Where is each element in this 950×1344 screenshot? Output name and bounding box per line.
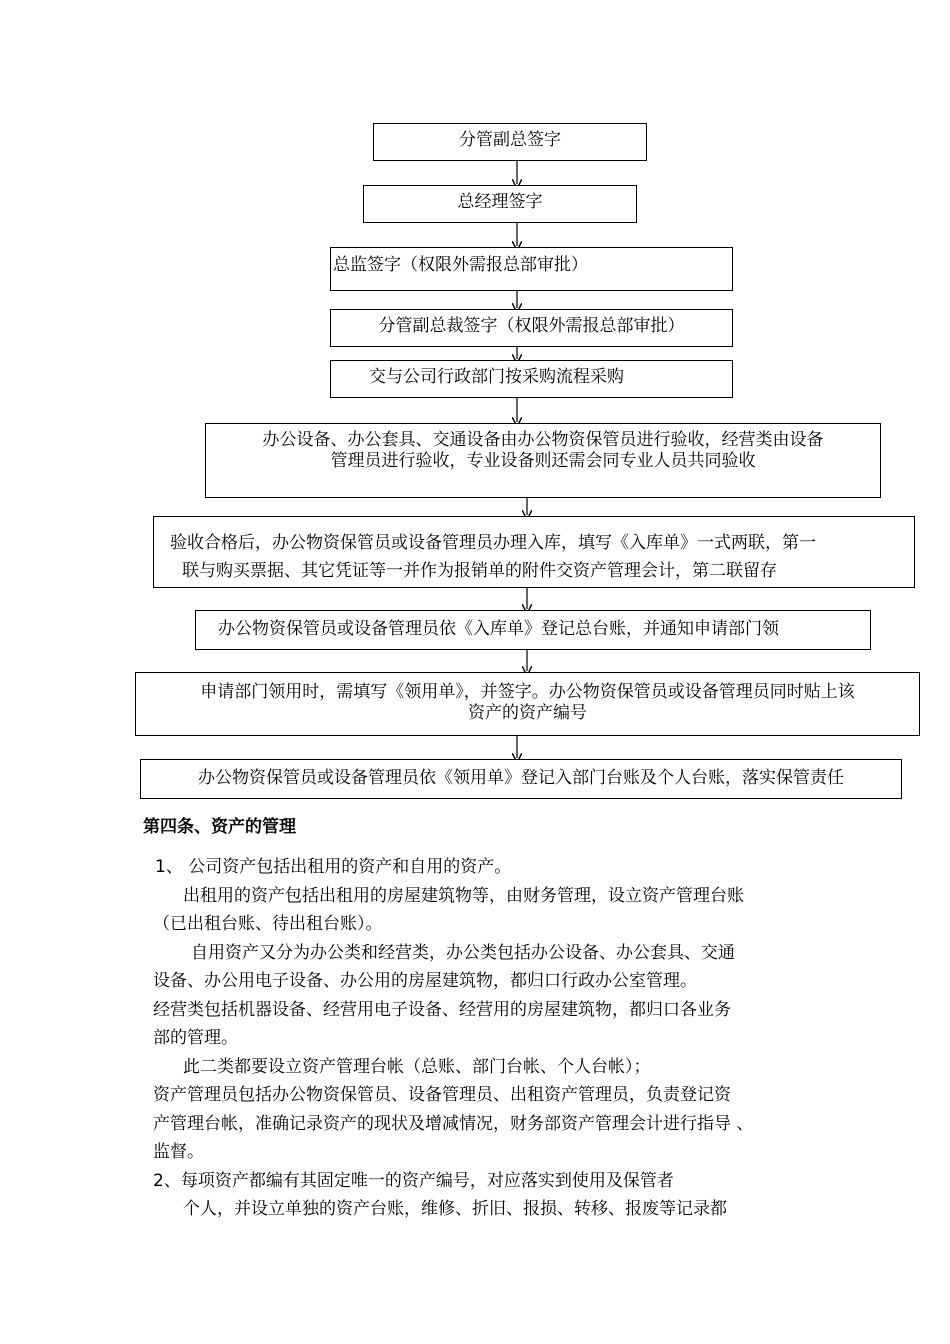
paragraph-line: 设备、办公用电子设备、办公用的房屋建筑物，都归口行政办公室管理。 [153, 971, 697, 991]
step-6-line-2: 管理员进行验收，专业设备则还需会同专业人员共同验收 [330, 451, 756, 471]
step-box-6 [205, 423, 881, 498]
step-7-line-1: 验收合格后，办公物资保管员或设备管理员办理入库，填写《入库单》一式两联，第一 [170, 533, 816, 553]
step-box-4 [330, 309, 733, 347]
step-box-2 [363, 185, 637, 223]
step-3-text: 总监签字（权限外需报总部审批） [333, 255, 588, 275]
step-10-text: 办公物资保管员或设备管理员依《领用单》登记入部门台账及个人台账，落实保管责任 [198, 768, 844, 788]
paragraph-line: 监督。 [153, 1142, 204, 1162]
step-box-5 [330, 360, 733, 398]
paragraph-line: 个人，并设立单独的资产台账，维修、折旧、报损、转移、报废等记录都 [183, 1199, 727, 1219]
step-box-3 [330, 247, 733, 291]
paragraph-line: 1、 公司资产包括出租用的资产和自用的资产。 [155, 857, 512, 877]
step-4-text: 分管副总裁签字（权限外需报总部审批） [378, 316, 685, 336]
step-9-line-2: 资产的资产编号 [468, 703, 587, 723]
step-9-line-1: 申请部门领用时，需填写《领用单》，并签字。办公物资保管员或设备管理员同时贴上该 [200, 682, 855, 702]
step-box-1 [373, 123, 647, 161]
step-2-text: 总经理签字 [457, 192, 543, 212]
paragraph-line: 经营类包括机器设备、经营用电子设备、经营用的房屋建筑物，都归口各业务 [153, 1000, 731, 1020]
paragraph-line: 2、每项资产都编有其固定唯一的资产编号，对应落实到使用及保管者 [153, 1171, 674, 1191]
paragraph-line: 资产管理员包括办公物资保管员、设备管理员、出租资产管理员，负责登记资 [153, 1085, 731, 1105]
paragraph-line: 出租用的资产包括出租用的房屋建筑物等，由财务管理，设立资产管理台账 [183, 886, 744, 906]
step-6-line-1: 办公设备、办公套具、交通设备由办公物资保管员进行验收，经营类由设备 [262, 430, 824, 450]
step-box-9 [135, 672, 920, 736]
step-box-10 [140, 759, 902, 799]
step-7-line-2: 联与购买票据、其它凭证等一并作为报销单的附件交资产管理会计，第二联留存 [182, 561, 777, 581]
step-5-text: 交与公司行政部门按采购流程采购 [369, 367, 624, 387]
step-1-text: 分管副总签字 [459, 130, 561, 150]
paragraph-line: 自用资产又分为办公类和经营类，办公类包括办公设备、办公套具、交通 [191, 943, 735, 963]
step-box-7 [153, 516, 915, 588]
section-heading: 第四条、资产的管理 [143, 817, 296, 837]
paragraph-line: 产管理台帐，准确记录资产的现状及增减情况，财务部资产管理会计进行指导 、 [153, 1114, 754, 1134]
paragraph-line: （已出租台账、待出租台账）。 [153, 914, 383, 934]
step-box-8 [195, 610, 871, 650]
paragraph-line: 此二类都要设立资产管理台帐（总账、部门台帐、个人台帐）； [183, 1057, 651, 1077]
step-8-text: 办公物资保管员或设备管理员依《入库单》登记总台账，并通知申请部门领 [218, 619, 779, 639]
paragraph-line: 部的管理。 [153, 1028, 238, 1048]
